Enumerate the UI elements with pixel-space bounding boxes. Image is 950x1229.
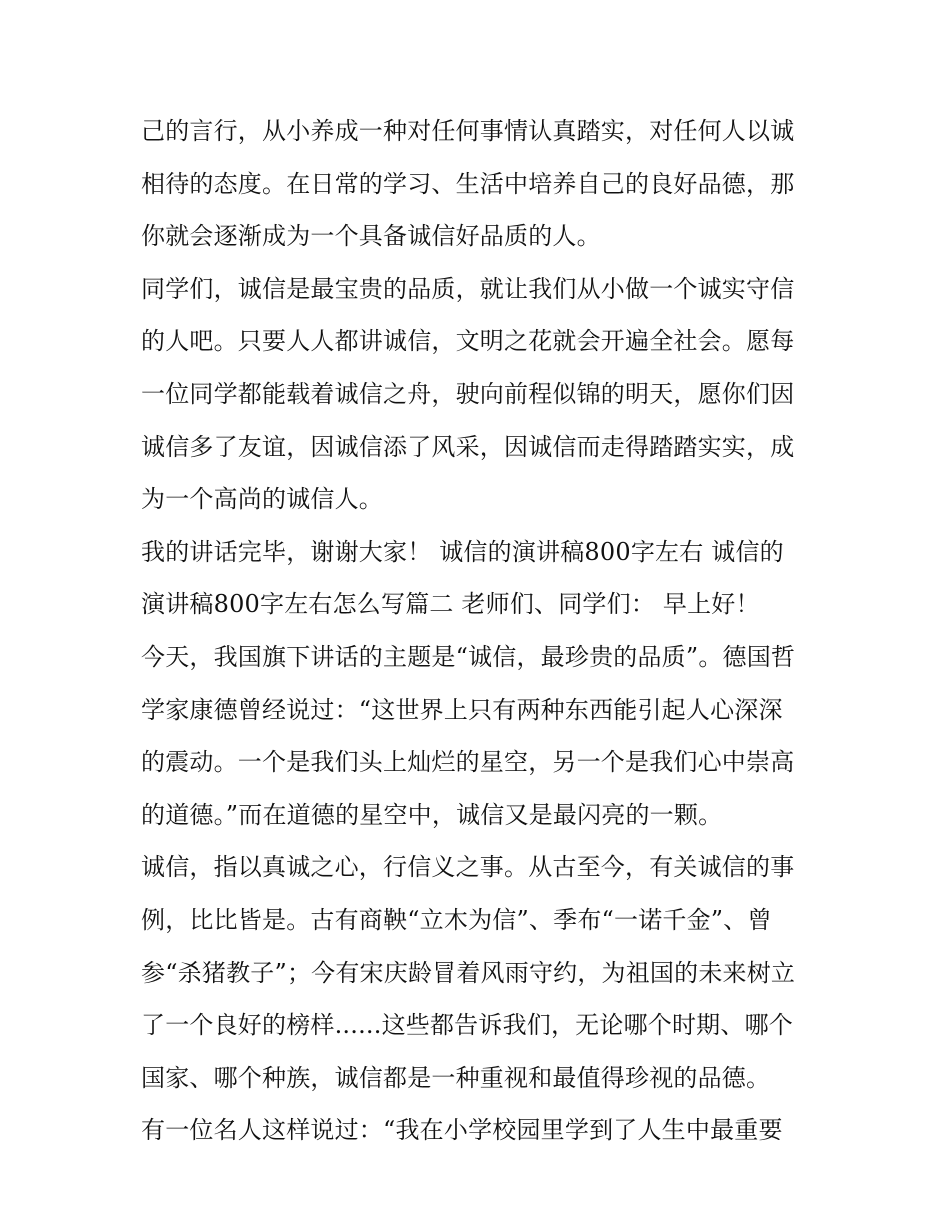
text-line: 有一位名人这样说过：“我在小学校园里学到了人生中最重要 <box>141 1116 783 1145</box>
text-line: 演讲稿800字左右怎么写篇二 老师们、同学们： 早上好！ <box>141 590 760 619</box>
text-line: 的震动。一个是我们头上灿烂的星空，另一个是我们心中崇高 <box>141 748 795 777</box>
text-line: 相待的态度。在日常的学习、生活中培养自己的良好品德，那 <box>141 169 795 198</box>
text-line: 的道德。”而在道德的星空中，诚信又是最闪亮的一颗。 <box>141 800 723 829</box>
text-line: 诚信，指以真诚之心，行信义之事。从古至今，有关诚信的事 <box>141 853 795 882</box>
text-line: 了一个良好的榜样......这些都告诉我们，无论哪个时期、哪个 <box>141 1011 793 1040</box>
text-line: 诚信多了友谊，因诚信添了风采，因诚信而走得踏踏实实，成 <box>141 432 795 461</box>
text-line: 你就会逐渐成为一个具备诚信好品质的人。 <box>141 222 601 251</box>
text-line: 国家、哪个种族，诚信都是一种重视和最值得珍视的品德。 <box>141 1063 771 1092</box>
text-line: 的人吧。只要人人都讲诚信，文明之花就会开遍全社会。愿每 <box>141 327 795 356</box>
text-line: 例，比比皆是。古有商鞅“立木为信”、季布“一诺千金”、曾 <box>141 905 772 934</box>
text-line: 同学们，诚信是最宝贵的品质，就让我们从小做一个诚实守信 <box>141 274 795 303</box>
text-line: 参“杀猪教子”；今有宋庆龄冒着风雨守约，为祖国的未来树立 <box>141 958 796 987</box>
text-line: 一位同学都能载着诚信之舟，驶向前程似锦的明天，愿你们因 <box>141 379 795 408</box>
text-line: 学家康德曾经说过：“这世界上只有两种东西能引起人心深深 <box>141 695 783 724</box>
body-text <box>141 105 821 1157</box>
text-line: 我的讲话完毕，谢谢大家！ 诚信的演讲稿800字左右 诚信的 <box>141 537 784 566</box>
text-line: 今天，我国旗下讲话的主题是“诚信，最珍贵的品质”。德国哲 <box>141 642 796 671</box>
text-line: 为一个高尚的诚信人。 <box>141 485 383 514</box>
text-line: 己的言行，从小养成一种对任何事情认真踏实，对任何人以诚 <box>141 117 795 145</box>
